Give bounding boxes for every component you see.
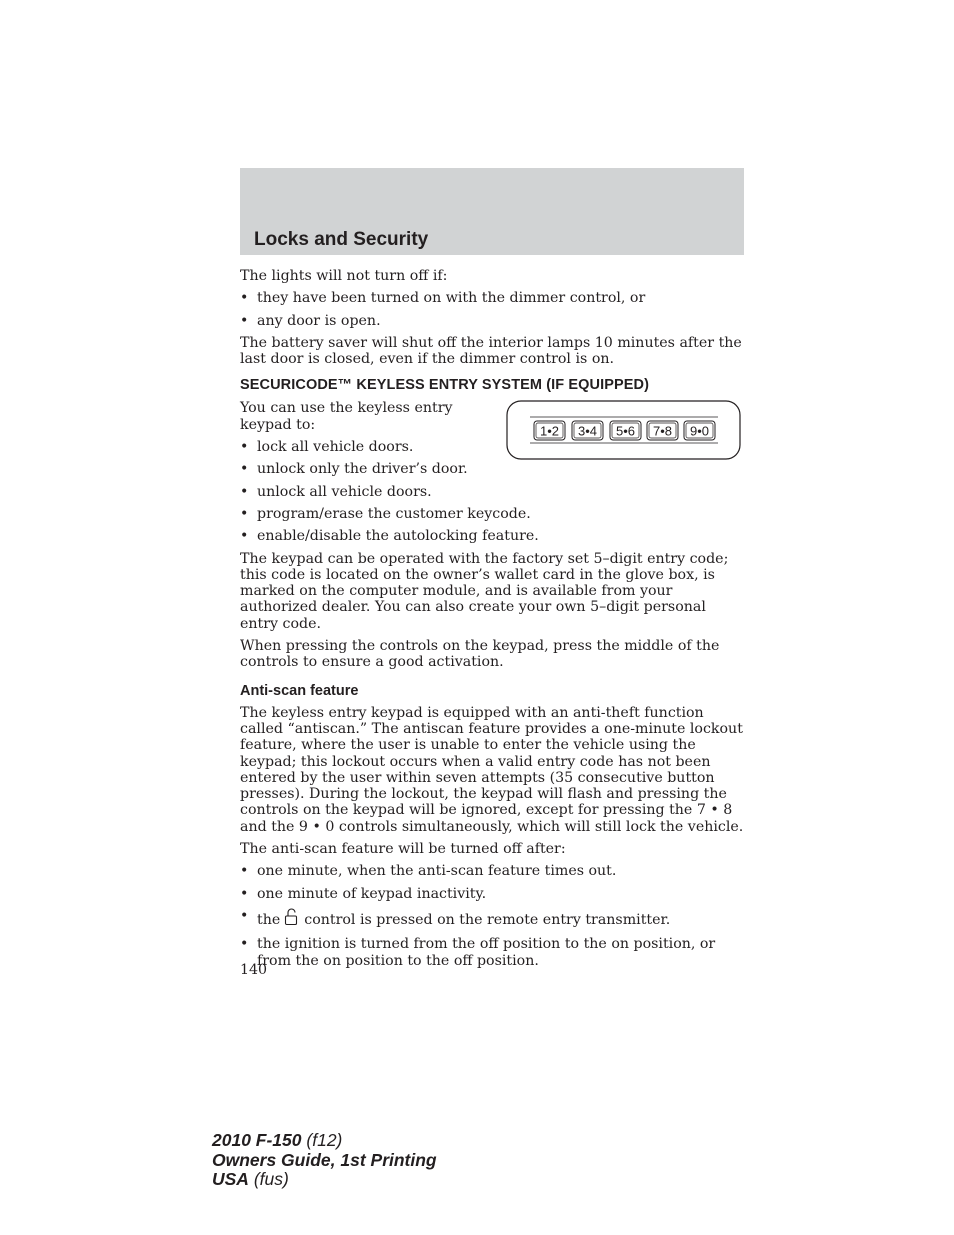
list-item xyxy=(240,908,745,930)
list-item: • one minute, when the anti-scan feature times out. xyxy=(240,863,745,879)
footer-model-code: (f12) xyxy=(306,1130,343,1150)
page-number: 140 xyxy=(240,962,268,978)
antiscan-description: The keyless entry keypad is equipped with an anti-theft function called “antiscan.” The antiscan feature provides a one-minute lockout feature, where the user is unable to enter the vehicle using the keypad; this lockout occurs when a valid entry code has not been entered by the user within seven attempts (35 consecutive button presses). During the lockout, the keypad will flash and pressing the controls on the keypad will be ignored, except for pressing the 7 • 8 and the 9 • 0 controls simultaneously, which will still lock the vehicle. xyxy=(240,704,744,835)
pressing-paragraph: When pressing the controls on the keypad, press the middle of the controls to ensure a good activation. xyxy=(240,638,720,671)
keypad-button-label: 9•0 xyxy=(689,423,710,439)
lights-conditions-list xyxy=(240,290,745,329)
list-item: • enable/disable the autolocking feature. xyxy=(240,528,745,544)
list-item: • program/erase the customer keycode. xyxy=(240,506,745,522)
keypad-button-label: 5•6 xyxy=(615,423,636,439)
footer-line xyxy=(212,1170,437,1190)
keypad-button-label: 3•4 xyxy=(577,423,598,439)
list-item: • unlock all vehicle doors. xyxy=(240,484,745,500)
footer-edition: Owners Guide, 1st Printing xyxy=(212,1149,437,1170)
keypad-button xyxy=(572,421,603,440)
lights-lead: The lights will not turn off if: xyxy=(240,268,448,284)
keypad-button xyxy=(647,421,678,440)
list-item-text: the xyxy=(257,911,281,928)
list-item: • one minute of keypad inactivity. xyxy=(240,886,745,902)
list-item: • any door is open. xyxy=(240,313,745,329)
footer-market: USA xyxy=(212,1169,249,1189)
battery-saver-paragraph: The battery saver will shut off the interior lamps 10 minutes after the last door is closed, even if the dimmer control is on. xyxy=(240,334,742,368)
list-item-text: control is pressed on the remote entry transmitter. xyxy=(304,911,671,928)
list-item: • lock all vehicle doors. xyxy=(240,439,745,455)
antiscan-heading: Anti-scan feature xyxy=(240,682,359,699)
securicode-heading: SECURICODE™ KEYLESS ENTRY SYSTEM (IF EQUIPPED) xyxy=(240,377,650,394)
list-item: • they have been turned on with the dimmer control, or xyxy=(240,290,745,306)
unlock-icon xyxy=(283,908,301,930)
page-content xyxy=(240,268,745,975)
footer-market-code: (fus) xyxy=(253,1169,289,1189)
document-footer xyxy=(212,1131,437,1190)
keypad-section xyxy=(240,400,745,544)
footer-line xyxy=(212,1131,437,1151)
keypad-button xyxy=(610,421,641,440)
section-title: Locks and Security xyxy=(254,229,429,250)
keypad-lead: You can use the keyless entry keypad to: xyxy=(240,400,453,433)
keypad-button-label: 7•8 xyxy=(652,423,673,439)
keypad-button xyxy=(684,421,715,440)
list-item: • unlock only the driver’s door. xyxy=(240,461,745,477)
keypad-button xyxy=(534,421,565,440)
footer-model: 2010 F-150 xyxy=(212,1130,302,1150)
keypad-button-label: 1•2 xyxy=(539,423,560,439)
list-item: • the ignition is turned from the off position to the on position, or from the on position to the off position. xyxy=(240,936,745,969)
antiscan-lead: The anti-scan feature will be turned off after: xyxy=(240,841,566,858)
antiscan-off-list xyxy=(240,863,745,968)
keypad-functions-list xyxy=(240,439,745,544)
factory-code-paragraph: The keypad can be operated with the factory set 5–digit entry code; this code is located on the owner’s wallet card in the glove box, is marked on the computer module, and is available from your authorized dealer. You can also create your own 5–digit personal entry code. xyxy=(240,550,729,632)
section-header xyxy=(240,168,744,255)
